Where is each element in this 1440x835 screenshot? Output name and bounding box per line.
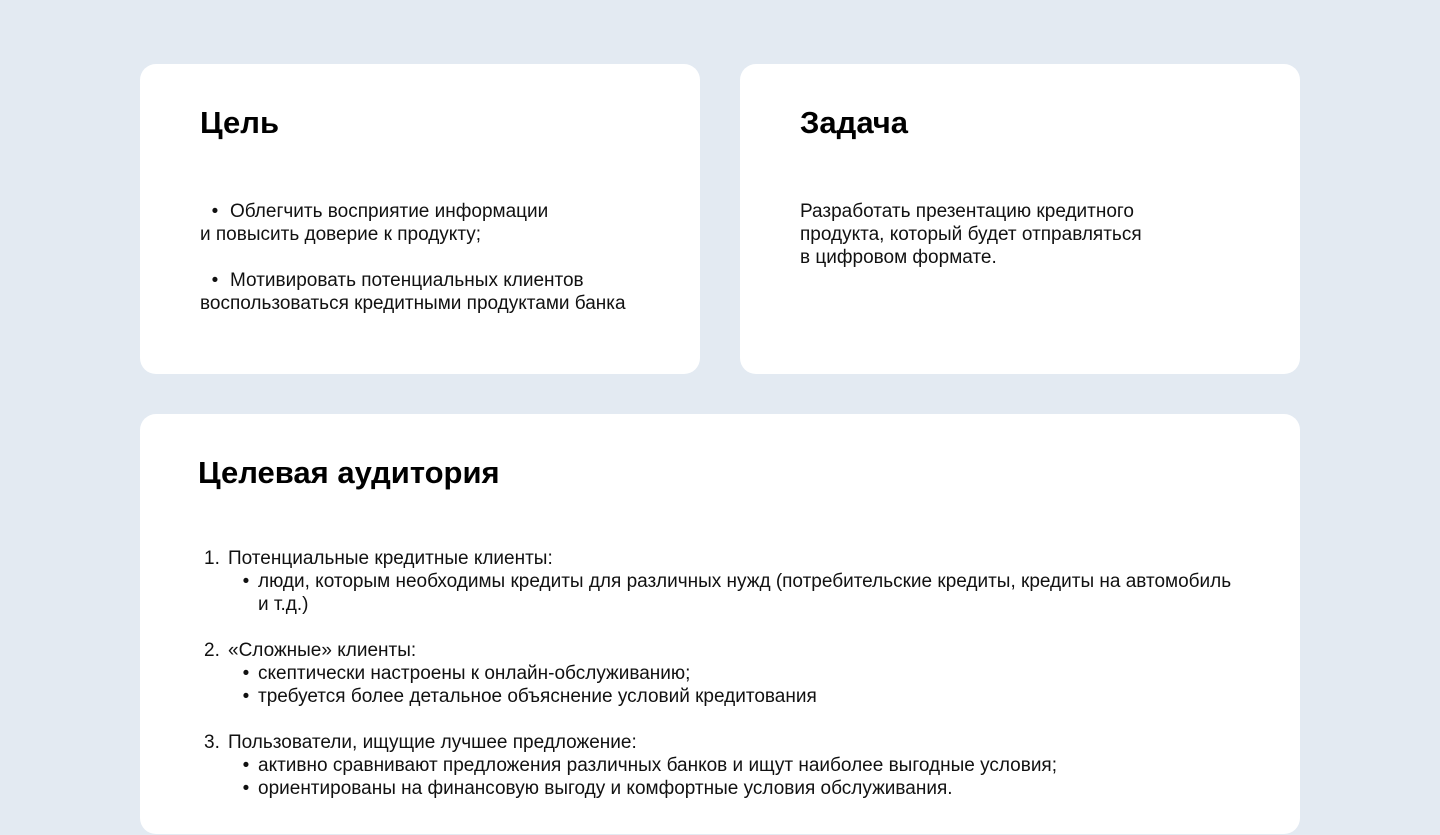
list-item bbox=[234, 777, 1244, 800]
audience-group-heading bbox=[204, 731, 1244, 754]
list-item bbox=[234, 685, 1244, 708]
audience-title: Целевая аудитория bbox=[198, 455, 500, 490]
task-card bbox=[740, 64, 1300, 374]
list-item-text: активно сравнивают предложения различных банков и ищут наиболее выгодные условия; bbox=[258, 755, 1058, 776]
task-title: Задача bbox=[800, 105, 909, 140]
audience-group-title: Потенциальные кредитные клиенты: bbox=[228, 548, 553, 569]
list-item bbox=[234, 570, 1244, 616]
bullet-icon: • bbox=[242, 778, 250, 799]
list-number: 3. bbox=[204, 732, 220, 753]
goal-card bbox=[140, 64, 700, 374]
list-number: 1. bbox=[204, 548, 220, 569]
task-line-3: в цифровом формате. bbox=[800, 247, 997, 268]
bullet-icon: • bbox=[242, 686, 250, 707]
goal-item-1-rest: и повысить доверие к продукту; bbox=[200, 224, 482, 245]
task-description bbox=[800, 200, 1200, 269]
bullet-icon: • bbox=[211, 201, 219, 222]
audience-sublist bbox=[204, 570, 1244, 616]
audience-group-3 bbox=[204, 731, 1244, 800]
goal-item-2-rest: воспользоваться кредитными продуктами банка bbox=[200, 293, 626, 314]
goal-title: Цель bbox=[200, 105, 280, 140]
list-item bbox=[234, 754, 1244, 777]
list-number: 2. bbox=[204, 640, 220, 661]
task-line-1: Разработать презентацию кредитного bbox=[800, 201, 1135, 222]
bullet-icon: • bbox=[242, 755, 250, 776]
list-item-text: люди, которым необходимы кредиты для различных нужд (потребительские кредиты, кредиты на автомобиль и т.д.) bbox=[258, 571, 1232, 615]
audience-group-1 bbox=[204, 547, 1244, 616]
audience-group-2 bbox=[204, 639, 1244, 708]
audience-sublist bbox=[204, 754, 1244, 800]
goal-list bbox=[200, 200, 640, 315]
audience-group-heading bbox=[204, 639, 1244, 662]
bullet-icon: • bbox=[242, 663, 250, 684]
goal-item-2 bbox=[200, 269, 640, 315]
audience-sublist bbox=[204, 662, 1244, 708]
list-item-text: ориентированы на финансовую выгоду и комфортные условия обслуживания. bbox=[258, 778, 953, 799]
goal-item-1 bbox=[200, 200, 640, 246]
audience-group-title: «Сложные» клиенты: bbox=[228, 640, 417, 661]
audience-list bbox=[204, 547, 1244, 800]
task-line-2: продукта, который будет отправляться bbox=[800, 224, 1142, 245]
list-item-text: требуется более детальное объяснение условий кредитования bbox=[258, 686, 817, 707]
list-item bbox=[234, 662, 1244, 685]
goal-item-1-first-line: Облегчить восприятие информации bbox=[230, 201, 549, 222]
audience-card bbox=[140, 414, 1300, 834]
list-item-text: скептически настроены к онлайн-обслуживанию; bbox=[258, 663, 691, 684]
bullet-icon: • bbox=[211, 270, 219, 291]
audience-group-heading bbox=[204, 547, 1244, 570]
audience-group-title: Пользователи, ищущие лучшее предложение: bbox=[228, 732, 637, 753]
goal-item-2-first-line: Мотивировать потенциальных клиентов bbox=[230, 270, 584, 291]
bullet-icon: • bbox=[242, 571, 250, 592]
